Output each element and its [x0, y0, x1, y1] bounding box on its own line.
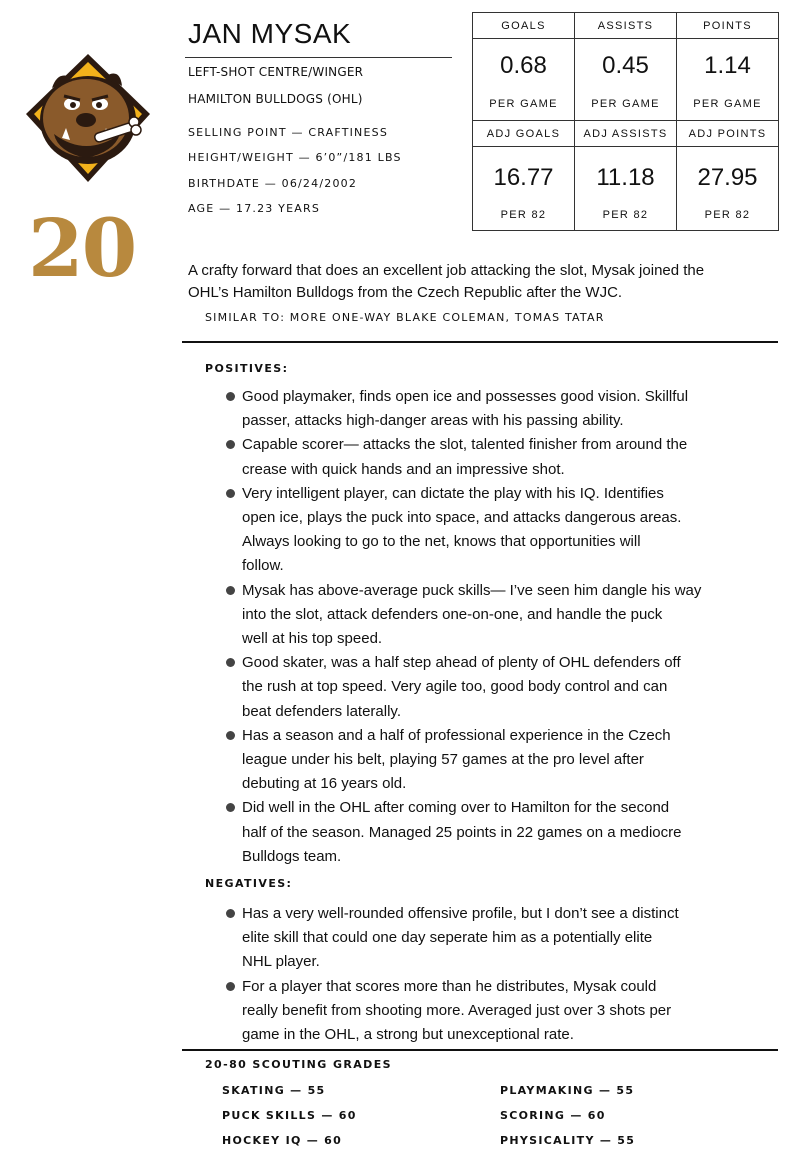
stat-header: GOALS	[473, 13, 575, 39]
stat-value: 0.45	[602, 52, 649, 79]
list-item	[226, 433, 726, 481]
negatives-heading: NEGATIVES:	[205, 877, 293, 890]
stat-header: ADJ ASSISTS	[575, 121, 677, 147]
positives-list	[226, 385, 726, 869]
list-item-line: beat defenders laterally.	[242, 702, 401, 720]
stat-cell	[575, 147, 677, 231]
stat-header: ASSISTS	[575, 13, 677, 39]
similar-players: SIMILAR TO: MORE ONE-WAY BLAKE COLEMAN, TOMAS TATAR	[205, 311, 605, 324]
list-item-line: open ice, plays the puck into space, and attacks dangerous areas.	[242, 509, 682, 527]
grade-physicality: PHYSICALITY — 55	[500, 1134, 636, 1147]
list-item	[226, 796, 726, 869]
list-item-line: well at his top speed.	[242, 630, 383, 648]
section-divider	[182, 341, 778, 343]
bulldog-logo-icon	[22, 48, 154, 188]
summary-line: OHL’s Hamilton Bulldogs from the Czech Republic after the WJC.	[188, 284, 623, 301]
player-summary	[188, 260, 748, 304]
name-divider	[185, 57, 452, 58]
grade-scoring: SCORING — 60	[500, 1109, 606, 1122]
list-item	[226, 651, 726, 724]
stat-unit: PER GAME	[591, 98, 660, 110]
section-divider	[182, 1049, 778, 1051]
list-item	[226, 482, 726, 579]
positives-heading: POSITIVES:	[205, 362, 289, 375]
grade-playmaking: PLAYMAKING — 55	[500, 1084, 635, 1097]
birthdate: BIRTHDATE — 06/24/2002	[188, 177, 358, 190]
player-name: JAN MYSAK	[188, 18, 352, 49]
grade-skating: SKATING — 55	[222, 1084, 326, 1097]
stat-value: 27.95	[697, 164, 758, 191]
stat-cell	[677, 39, 779, 121]
list-item-line: elite skill that could one day seperate him as a potentially elite	[242, 929, 653, 947]
list-item-line: Very intelligent player, can dictate the play with his IQ. Identifies	[242, 484, 664, 502]
height-weight: HEIGHT/WEIGHT — 6’0”/181 LBS	[188, 151, 402, 164]
player-team: HAMILTON BULLDOGS (OHL)	[188, 92, 363, 106]
list-item-line: Good playmaker, finds open ice and possesses good vision. Skillful	[242, 388, 689, 405]
list-item	[226, 724, 726, 797]
draft-rank-number: 20	[28, 201, 136, 295]
list-item	[226, 385, 726, 433]
list-item-line: NHL player.	[242, 953, 320, 971]
stat-value: 0.68	[500, 52, 547, 79]
stat-value: 11.18	[596, 164, 655, 191]
list-item	[226, 579, 726, 652]
stat-cell	[473, 147, 575, 231]
list-item-line: half of the season. Managed 25 points in 22 games on a mediocre	[242, 823, 682, 841]
list-item-line: crease with quick hands and an impressive shot.	[242, 460, 565, 478]
list-item-line: game in the OHL, a strong but unexceptional rate.	[242, 1026, 574, 1044]
stat-cell	[677, 147, 779, 231]
list-item-line: into the slot, attack defenders one-on-one, and handle the puck	[242, 605, 663, 623]
list-item-line: Mysak has above-average puck skills— I’ve seen him dangle his way	[242, 581, 702, 599]
stats-table	[472, 12, 779, 231]
list-item-line: Always looking to go to the net, knows that opportunities will	[242, 533, 641, 551]
stat-unit: PER GAME	[489, 98, 558, 110]
list-item-line: Bulldogs team.	[242, 847, 342, 865]
stat-cell	[473, 39, 575, 121]
list-item	[226, 902, 726, 975]
list-item-line: passer, attacks high-danger areas with his passing ability.	[242, 412, 624, 430]
summary-line: A crafty forward that does an excellent job attacking the slot, Mysak joined the	[188, 262, 705, 279]
list-item-line: the rush at top speed. Very agile too, good body control and can	[242, 678, 668, 696]
list-item-line: Did well in the OHL after coming over to Hamilton for the second	[242, 799, 670, 817]
grade-hockey-iq: HOCKEY IQ — 60	[222, 1134, 343, 1147]
negatives-list	[226, 902, 726, 1047]
stat-value: 16.77	[493, 164, 554, 191]
list-item-line: league under his belt, playing 57 games at the pro level after	[242, 751, 644, 769]
grade-puck-skills: PUCK SKILLS — 60	[222, 1109, 357, 1122]
stat-unit: PER 82	[500, 209, 547, 221]
stat-unit: PER GAME	[693, 98, 762, 110]
list-item-line: follow.	[242, 557, 284, 575]
stat-value: 1.14	[704, 52, 751, 79]
age: AGE — 17.23 YEARS	[188, 202, 321, 215]
list-item-line: Capable scorer— attacks the slot, talented finisher from around the	[242, 436, 688, 454]
list-item-line: really benefit from shooting more. Averaged just over 3 shots per	[242, 1001, 672, 1019]
grades-heading: 20-80 SCOUTING GRADES	[205, 1058, 392, 1071]
list-item-line: debuting at 16 years old.	[242, 775, 407, 793]
stat-header: ADJ POINTS	[677, 121, 779, 147]
player-position: LEFT-SHOT CENTRE/WINGER	[188, 65, 364, 79]
list-item-line: Has a very well-rounded offensive profile, but I don’t see a distinct	[242, 905, 679, 922]
stat-unit: PER 82	[704, 209, 751, 221]
list-item-line: Good skater, was a half step ahead of plenty of OHL defenders off	[242, 654, 681, 672]
stat-header: POINTS	[677, 13, 779, 39]
selling-point: SELLING POINT — CRAFTINESS	[188, 126, 389, 139]
stat-cell	[575, 39, 677, 121]
list-item	[226, 975, 726, 1048]
stat-unit: PER 82	[602, 209, 649, 221]
list-item-line: For a player that scores more than he distributes, Mysak could	[242, 977, 657, 995]
list-item-line: Has a season and a half of professional experience in the Czech	[242, 726, 671, 744]
stat-header: ADJ GOALS	[473, 121, 575, 147]
